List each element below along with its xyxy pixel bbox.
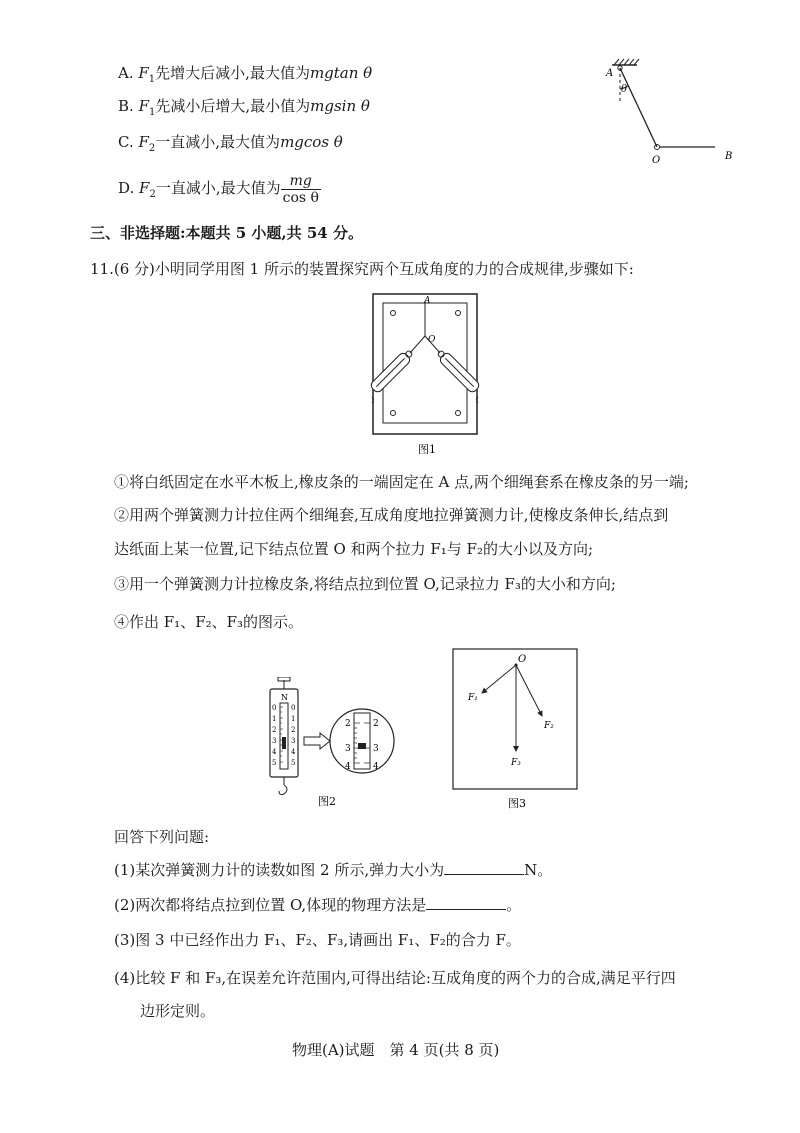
fig2-caption: 图2 xyxy=(318,795,336,808)
sub-question-1: (1)某次弹簧测力计的读数如图 2 所示,弹力大小为 N。 xyxy=(114,861,553,879)
step-3: ③用一个弹簧测力计拉橡皮条,将结点拉到位置 O,记录拉力 F₃的大小和方向; xyxy=(114,575,616,593)
label-theta: θ xyxy=(621,84,628,95)
option-a: A. $F_1$先增大后减小,最大值为mgtan θ xyxy=(118,64,373,85)
sub-question-3: (3)图 3 中已经作出力 F₁、F₂、F₃,请画出 F₁、F₂的合力 F。 xyxy=(114,931,521,949)
fig3-label-f2: F₂ xyxy=(544,721,554,731)
step-2b: 达纸面上某一位置,记下结点位置 O 和两个拉力 F₁与 F₂的大小以及方向; xyxy=(114,540,594,558)
answer-prompt: 回答下列问题: xyxy=(114,828,210,846)
step-2a: ②用两个弹簧测力计拉住两个细绳套,互成角度地拉弹簧测力计,使橡皮条伸长,结点到 xyxy=(114,506,669,524)
svg-text:1: 1 xyxy=(272,715,277,723)
fig1-caption: 图1 xyxy=(418,443,436,456)
svg-text:N: N xyxy=(281,693,288,702)
svg-text:3: 3 xyxy=(345,744,351,754)
svg-text:4: 4 xyxy=(272,748,277,756)
fig1-label-a: A xyxy=(424,296,431,306)
page-footer: 物理(A)试题 第 4 页(共 8 页) xyxy=(292,1041,500,1059)
label-b: B xyxy=(725,151,733,162)
svg-text:4: 4 xyxy=(373,762,379,772)
fig3-label-f1: F₁ xyxy=(468,693,478,703)
step-1: ①将白纸固定在水平木板上,橡皮条的一端固定在 A 点,两个细绳套系在橡皮条的另一端; xyxy=(114,473,689,491)
option-b: B. $F_1$先减小后增大,最小值为mgsin θ xyxy=(118,97,370,118)
svg-text:2: 2 xyxy=(272,726,277,734)
arrow-f2 xyxy=(516,665,542,716)
svg-text:4: 4 xyxy=(291,748,296,756)
svg-text:5: 5 xyxy=(272,759,277,767)
fraction: $\frac{mg}{\text{cos θ}}$ xyxy=(282,172,319,206)
step-4: ④作出 F₁、F₂、F₃的图示。 xyxy=(114,613,304,631)
sub-question-2: (2)两次都将结点拉到位置 O,体现的物理方法是 。 xyxy=(114,896,522,914)
svg-text:3: 3 xyxy=(272,737,277,745)
svg-text:4: 4 xyxy=(345,762,351,772)
fig3-label-o: O xyxy=(518,654,527,665)
svg-text:3: 3 xyxy=(373,744,379,754)
sub-question-4b: 边形定则。 xyxy=(140,1002,216,1020)
figure-3 xyxy=(452,648,580,813)
arrow-f1 xyxy=(482,665,516,693)
answer-blank-2[interactable] xyxy=(426,895,506,910)
label-a: A xyxy=(606,68,614,79)
rope-diagram xyxy=(595,55,755,170)
svg-text:0: 0 xyxy=(272,704,277,712)
svg-text:2: 2 xyxy=(373,719,379,729)
label-o: O xyxy=(652,155,661,166)
fig3-label-f3: F₃ xyxy=(511,758,521,768)
option-d: D. $F_2$一直减小,最大值为 $\frac{mg}{\text{cos θ}}$ xyxy=(118,172,319,206)
svg-text:0: 0 xyxy=(291,704,296,712)
answer-blank-1[interactable] xyxy=(444,860,524,875)
sub-question-4a: (4)比较 F 和 F₃,在误差允许范围内,可得出结论:互成角度的两个力的合成,满足平行四 xyxy=(114,969,676,987)
figure-1 xyxy=(370,291,482,461)
figure-2 xyxy=(262,677,412,812)
svg-text:2: 2 xyxy=(345,719,351,729)
svg-text:5: 5 xyxy=(291,759,296,767)
svg-text:1: 1 xyxy=(291,715,296,723)
svg-text:2: 2 xyxy=(291,726,296,734)
section-title: 三、非选择题:本题共 5 小题,共 54 分。 xyxy=(90,224,363,242)
fig1-label-o: O xyxy=(428,335,436,345)
q11-intro: 11.(6 分)小明同学用图 1 所示的装置探究两个互成角度的力的合成规律,步骤如下: xyxy=(90,260,634,278)
svg-text:3: 3 xyxy=(291,737,296,745)
option-c: C. $F_2$一直减小,最大值为mgcos θ xyxy=(118,133,343,154)
fig3-caption: 图3 xyxy=(508,797,526,810)
